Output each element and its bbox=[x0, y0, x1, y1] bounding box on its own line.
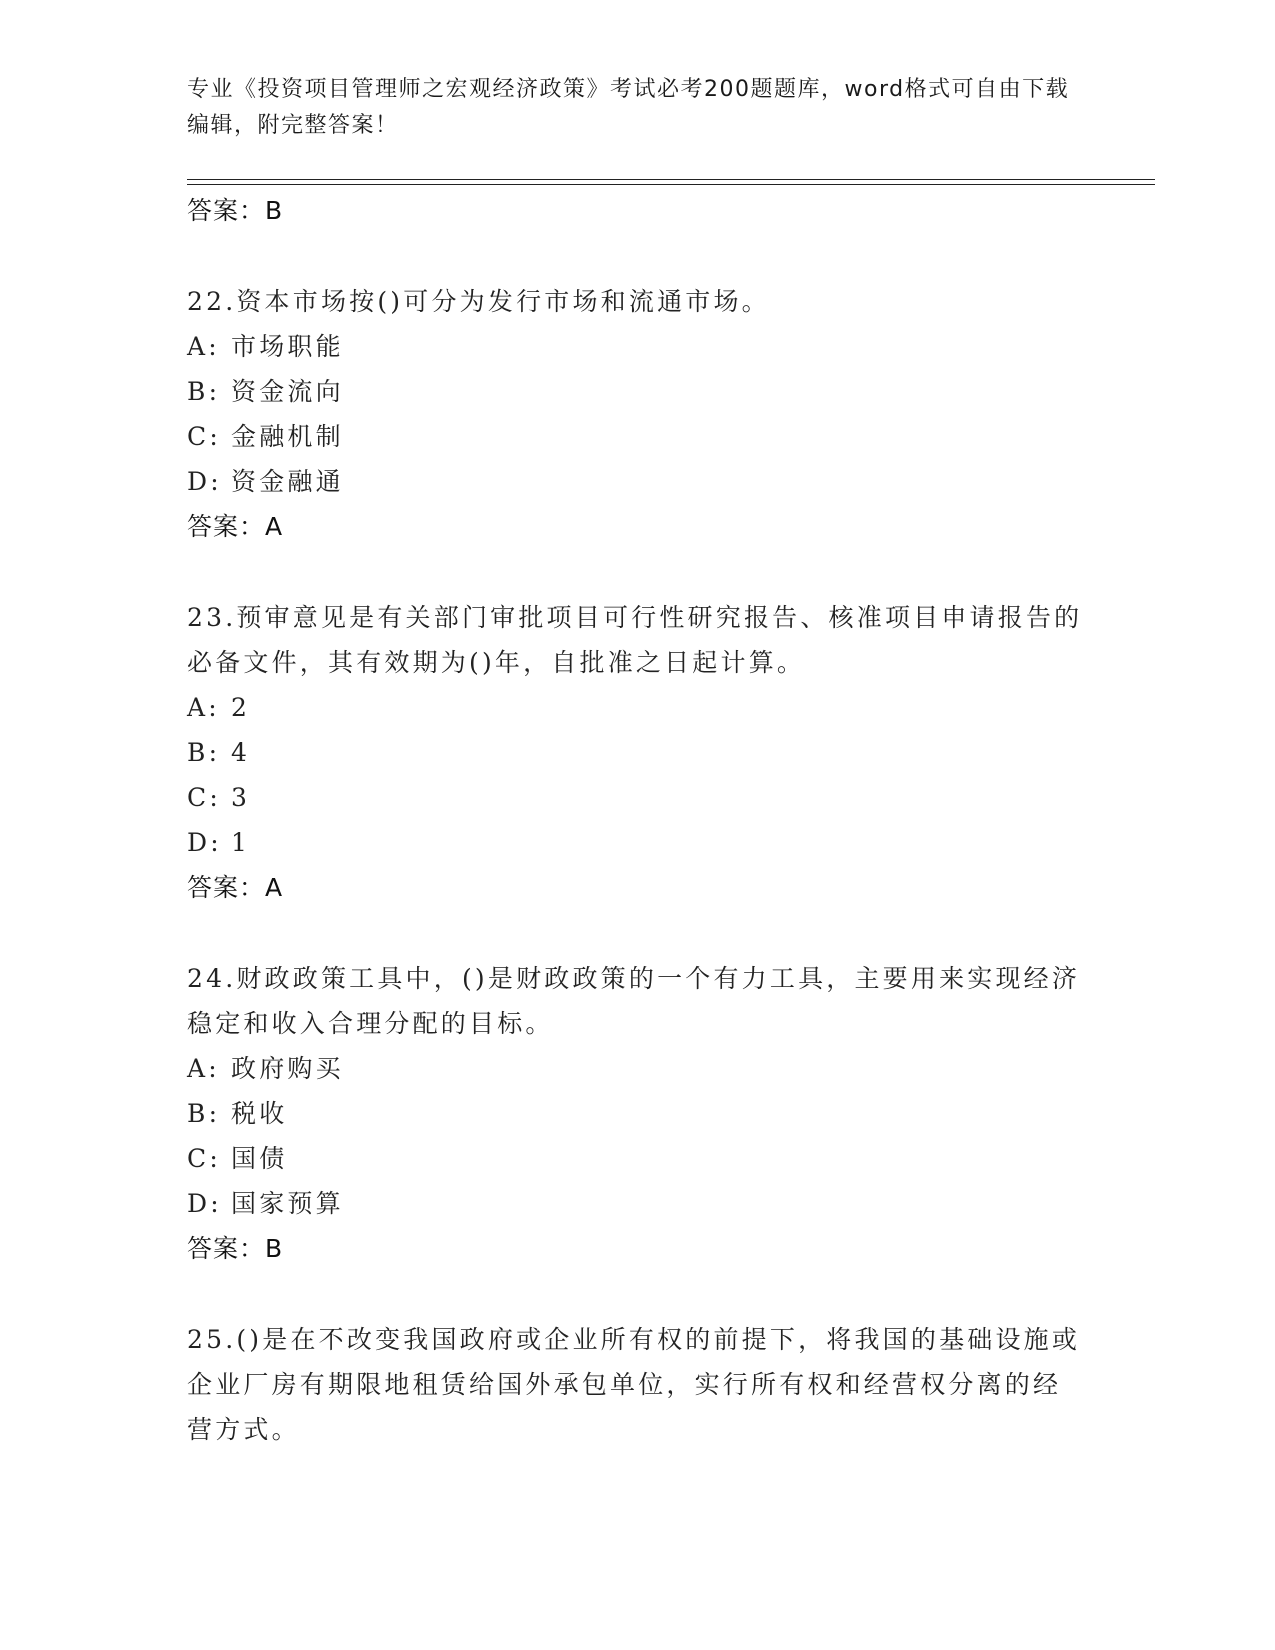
option-a bbox=[187, 1046, 1087, 1091]
option-key: C: bbox=[187, 422, 221, 451]
answer-previous: 答案：B bbox=[187, 196, 284, 225]
option-key: C: bbox=[187, 783, 221, 812]
question-block-22 bbox=[187, 279, 1087, 549]
option-c bbox=[187, 414, 1087, 459]
option-key: A: bbox=[187, 1054, 220, 1083]
question-text: 25.()是在不改变我国政府或企业所有权的前提下，将我国的基础设施或企业厂房有期限地租赁给国外承包单位，实行所有权和经营权分离的经营方式。 bbox=[187, 1325, 1081, 1444]
option-d bbox=[187, 820, 1087, 865]
option-text: 金融机制 bbox=[231, 422, 344, 451]
option-text: 2 bbox=[231, 693, 251, 722]
option-text: 资金流向 bbox=[231, 377, 344, 406]
option-key: D: bbox=[187, 828, 222, 857]
option-text: 政府购买 bbox=[231, 1054, 344, 1083]
option-b bbox=[187, 369, 1087, 414]
option-text: 市场职能 bbox=[231, 332, 344, 361]
header-rule-thin bbox=[187, 184, 1155, 185]
option-c bbox=[187, 1136, 1087, 1181]
option-b bbox=[187, 730, 1087, 775]
option-c bbox=[187, 775, 1087, 820]
question-block-23 bbox=[187, 595, 1087, 910]
option-key: B: bbox=[187, 377, 221, 406]
option-key: D: bbox=[187, 1189, 222, 1218]
option-text: 国家预算 bbox=[231, 1189, 344, 1218]
answer-text: 答案：B bbox=[187, 1234, 284, 1263]
question-text: 23.预审意见是有关部门审批项目可行性研究报告、核准项目申请报告的必备文件，其有效期为()年，自批准之日起计算。 bbox=[187, 603, 1083, 677]
answer-text: 答案：A bbox=[187, 512, 284, 541]
option-text: 税收 bbox=[231, 1099, 288, 1128]
option-a bbox=[187, 324, 1087, 369]
option-key: A: bbox=[187, 332, 220, 361]
option-key: B: bbox=[187, 1099, 221, 1128]
option-text: 4 bbox=[231, 738, 251, 767]
option-key: C: bbox=[187, 1144, 221, 1173]
header-rule-thick bbox=[187, 179, 1155, 180]
option-text: 资金融通 bbox=[231, 467, 344, 496]
option-text: 国债 bbox=[231, 1144, 288, 1173]
question-block-24 bbox=[187, 956, 1087, 1271]
option-key: B: bbox=[187, 738, 221, 767]
document-header: 专业《投资项目管理师之宏观经济政策》考试必考200题题库，word格式可自由下载编辑，附完整答案！ bbox=[187, 77, 1070, 138]
option-a bbox=[187, 685, 1087, 730]
option-b bbox=[187, 1091, 1087, 1136]
answer-text: 答案：A bbox=[187, 873, 284, 902]
question-list bbox=[187, 188, 1087, 1452]
question-text: 24.财政政策工具中，()是财政政策的一个有力工具，主要用来实现经济稳定和收入合理分配的目标。 bbox=[187, 964, 1081, 1038]
option-d bbox=[187, 1181, 1087, 1226]
option-key: D: bbox=[187, 467, 222, 496]
option-text: 3 bbox=[231, 783, 251, 812]
option-key: A: bbox=[187, 693, 220, 722]
question-text: 22.资本市场按()可分为发行市场和流通市场。 bbox=[187, 287, 770, 316]
question-block-25 bbox=[187, 1317, 1087, 1452]
option-text: 1 bbox=[231, 828, 251, 857]
option-d bbox=[187, 459, 1087, 504]
